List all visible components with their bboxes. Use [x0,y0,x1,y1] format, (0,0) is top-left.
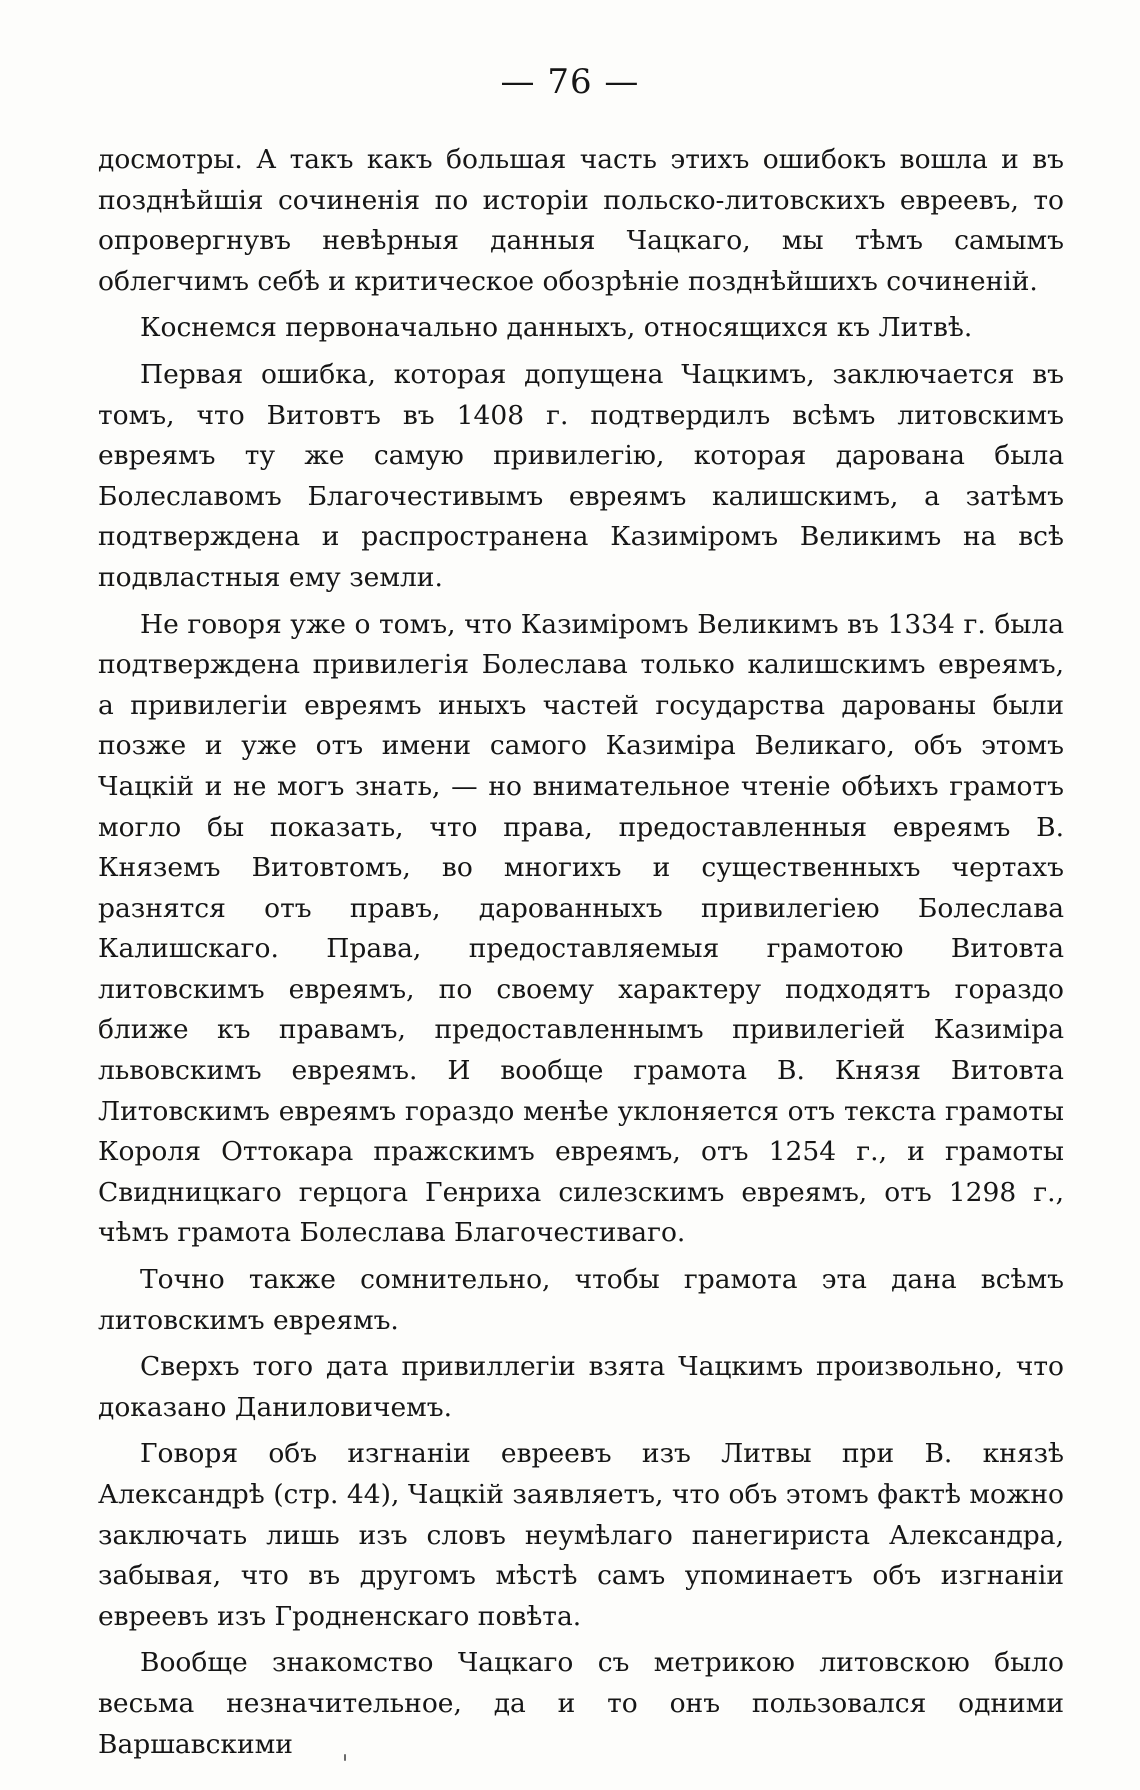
paper-speck [344,1754,346,1761]
paragraph-continued: досмотры. А такъ какъ большая часть этихъ ошибокъ вошла и въ позднѣйшія сочиненія по исторіи польско-литовскихъ евреевъ, то опровергнувъ невѣрныя данныя Чацкаго, мы тѣмъ самымъ облегчимъ себѣ и критическое обозрѣніе позднѣйшихъ сочиненій. [98,144,1064,297]
paragraph: Не говоря уже о томъ, что Казиміромъ Великимъ въ 1334 г. была подтверждена привилегія Болеслава только калишскимъ евреямъ, а привилегіи евреямъ иныхъ частей государства дарованы были позже и уже отъ имени самого Казиміра Великаго, объ этомъ Чацкій и не могъ знать, — но внимательное чтеніе обѣихъ грамотъ могло бы показать, что права, предоставленныя евреямъ В. Княземъ Витовтомъ, во многихъ и существенныхъ чертахъ разнятся отъ правъ, дарованныхъ привилегіею Болеслава Калишскаго. Права, предоставляемыя грамотою Витовта литовскимъ евреямъ, по своему характеру подходятъ гораздо ближе къ правамъ, предоставленнымъ привилегіей Казиміра львовскимъ евреямъ. И вообще грамота В. Князя Витовта Литовскимъ евреямъ гораздо менѣе уклоняется отъ текста грамоты Короля Оттокара пражскимъ евреямъ, отъ 1254 г., и грамоты Свидницкаго герцога Генриха силезскимъ евреямъ, отъ 1298 г., чѣмъ грамота Болеслава Благочестиваго. [98,608,1064,1249]
paragraph: Говоря объ изгнаніи евреевъ изъ Литвы при В. князѣ Александрѣ (стр. 44), Чацкій заявляетъ, что объ этомъ фактѣ можно заключать лишь изъ словъ неумѣлаго панегириста Александра, забывая, что въ другомъ мѣстѣ самъ упоминаетъ объ изгнаніи евреевъ изъ Гродненскаго повѣта. [98,1438,1064,1632]
paragraph: Первая ошибка, которая допущена Чацкимъ, заключается въ томъ, что Витовтъ въ 1408 г. подтвердилъ всѣмъ литовскимъ евреямъ ту же самую привилегію, которая дарована была Болеславомъ Благочестивымъ евреямъ калишскимъ, а затѣмъ подтверждена и распространена Казиміромъ Великимъ на всѣ подвластныя ему земли. [98,358,1064,593]
body-text [98,140,1064,1771]
paragraph: Коснемся первоначально данныхъ, относящихся къ Литвѣ. [140,312,973,344]
paragraph: Точно также сомнительно, чтобы грамота эта дана всѣмъ литовскимъ евреямъ. [98,1264,1064,1336]
paragraph: Сверхъ того дата привиллегіи взята Чацкимъ произвольно, что доказано Даниловичемъ. [98,1351,1064,1423]
paragraph: Вообще знакомство Чацкаго съ метрикою литовскою было весьма незначительное, да и то онъ пользовался одними Варшавскими [98,1647,1064,1760]
page-number: — 76 — [500,62,640,102]
